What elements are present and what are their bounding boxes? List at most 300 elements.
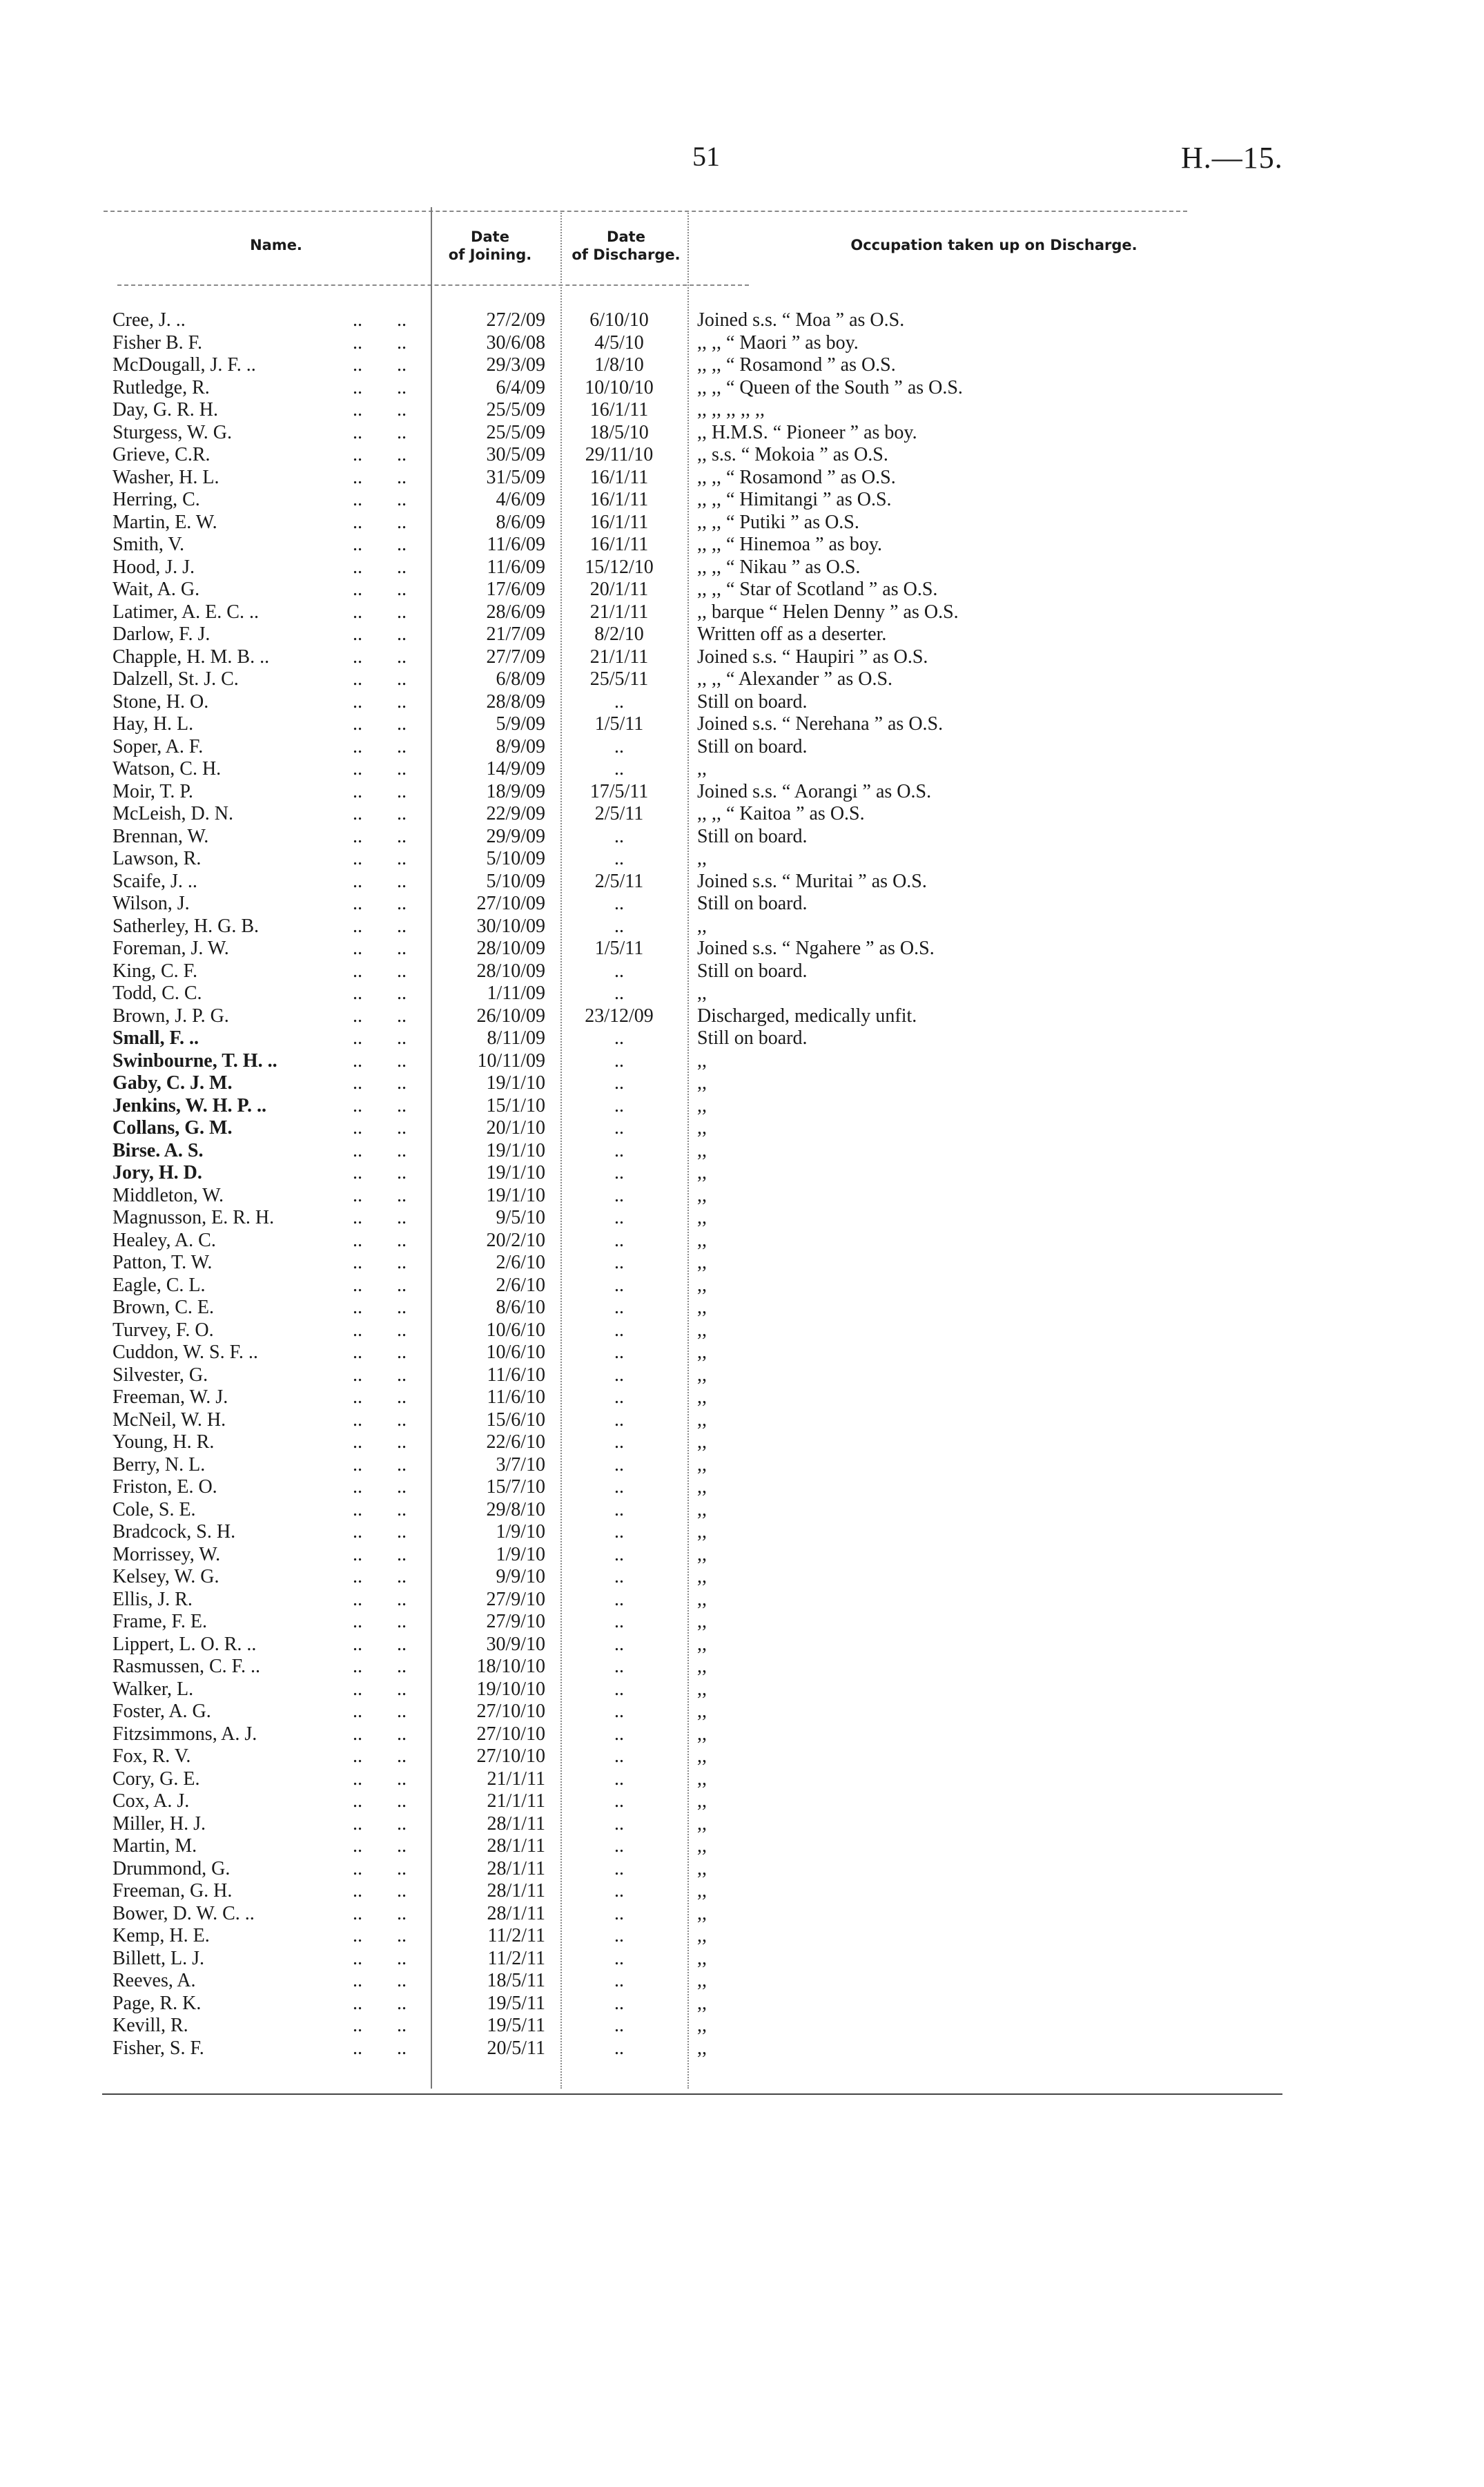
leader-dots: .. (353, 915, 362, 937)
discharge-date-cell: .. (614, 1498, 624, 1520)
leader-dots: .. (353, 1790, 362, 1812)
name-cell: Page, R. K. (113, 1992, 202, 2014)
leader-dots: .. (353, 2037, 362, 2059)
leader-dots: .. (397, 1207, 407, 1228)
leader-dots: .. (397, 444, 407, 465)
name-cell: Drummond, G. (113, 1857, 231, 1879)
discharge-date-cell: .. (614, 1431, 624, 1453)
leader-dots: .. (353, 1274, 362, 1296)
name-cell: Kelsey, W. G. (113, 1566, 219, 1587)
leader-dots: .. (353, 735, 362, 757)
discharge-date-cell: .. (614, 1723, 624, 1745)
leader-dots: .. (353, 466, 362, 488)
joining-date-cell: 8/6/09 (496, 511, 545, 533)
occupation-cell: ,, s.s. “ Mokoia ” as O.S. (697, 444, 888, 465)
leader-dots: .. (397, 1835, 407, 1857)
discharge-date-cell: .. (614, 1139, 624, 1161)
name-cell: Middleton, W. (113, 1184, 224, 1206)
discharge-date-cell: .. (614, 1319, 624, 1341)
name-cell: Rutledge, R. (113, 376, 210, 398)
occupation-cell: Joined s.s. “ Moa ” as O.S. (697, 309, 905, 331)
joining-date-cell: 28/10/09 (476, 960, 545, 982)
name-cell: Ellis, J. R. (113, 1588, 193, 1610)
joining-date-cell: 28/1/11 (487, 1835, 545, 1857)
leader-dots: .. (353, 848, 362, 869)
occupation-cell: Joined s.s. “ Aorangi ” as O.S. (697, 780, 932, 802)
leader-dots: .. (397, 1812, 407, 1835)
leader-dots: .. (353, 1162, 362, 1183)
table-row (0, 736, 1484, 759)
discharge-date-cell: .. (614, 825, 624, 847)
leader-dots: .. (353, 376, 362, 398)
occupation-cell: Still on board. (697, 735, 808, 757)
leader-dots: .. (353, 1880, 362, 1901)
table-row (0, 1095, 1484, 1118)
leader-dots: .. (353, 556, 362, 578)
discharge-date-cell: 4/5/10 (594, 331, 644, 354)
discharge-date-cell: 20/1/11 (589, 579, 649, 600)
leader-dots: .. (397, 1745, 407, 1767)
joining-date-cell: 20/5/11 (487, 2037, 545, 2059)
name-cell: Lippert, L. O. R. .. (113, 1633, 257, 1655)
leader-dots: .. (397, 466, 407, 488)
table-row (0, 781, 1484, 804)
occupation-cell: ,, (697, 1476, 707, 1498)
occupation-cell: ,, (697, 1835, 707, 1857)
name-cell: McDougall, J. F. .. (113, 354, 256, 376)
joining-date-cell: 30/10/09 (476, 915, 545, 937)
name-cell: Cox, A. J. (113, 1790, 190, 1812)
leader-dots: .. (397, 1229, 407, 1251)
discharge-date-cell: 1/5/11 (594, 938, 644, 959)
leader-dots: .. (397, 1543, 407, 1565)
occupation-cell: ,, (697, 2015, 707, 2036)
table-row (0, 1903, 1484, 1926)
joining-date-cell: 30/5/09 (486, 444, 545, 465)
joining-date-cell: 25/5/09 (486, 421, 545, 443)
table-row (0, 1207, 1484, 1230)
discharge-date-cell: .. (614, 1992, 624, 2014)
joining-date-cell: 11/2/11 (487, 1925, 545, 1946)
joining-date-cell: 27/10/09 (476, 893, 545, 914)
discharge-date-cell: .. (614, 1611, 624, 1632)
joining-date-cell: 11/6/10 (487, 1386, 545, 1408)
leader-dots: .. (353, 1566, 362, 1587)
leader-dots: .. (353, 1117, 362, 1139)
leader-dots: .. (353, 1319, 362, 1341)
discharge-date-cell: .. (614, 758, 624, 780)
name-cell: Stone, H. O. (113, 690, 209, 713)
discharge-date-cell: .. (614, 1027, 624, 1049)
leader-dots: .. (353, 1633, 362, 1655)
leader-dots: .. (353, 870, 362, 892)
occupation-cell: ,, (697, 1633, 707, 1655)
name-cell: Wait, A. G. (113, 579, 200, 600)
discharge-date-cell: .. (614, 1633, 624, 1655)
discharge-date-cell: .. (614, 2037, 624, 2059)
leader-dots: .. (353, 534, 362, 555)
joining-date-cell: 19/1/10 (486, 1139, 545, 1161)
header-top-rule (104, 211, 1187, 212)
table-row (0, 1297, 1484, 1319)
leader-dots: .. (397, 1049, 407, 1072)
leader-dots: .. (353, 1364, 362, 1386)
leader-dots: .. (353, 623, 362, 645)
discharge-date-cell: .. (614, 1970, 624, 1991)
leader-dots: .. (397, 1252, 407, 1273)
discharge-date-cell: .. (614, 1229, 624, 1251)
occupation-cell: ,, (697, 1049, 707, 1072)
occupation-cell: ,, (697, 1409, 707, 1431)
leader-dots: .. (397, 1566, 407, 1587)
occupation-cell: ,, (697, 1970, 707, 1991)
name-cell: Miller, H. J. (113, 1812, 206, 1835)
discharge-date-cell: .. (614, 848, 624, 869)
leader-dots: .. (397, 915, 407, 937)
joining-date-cell: 30/6/08 (486, 331, 545, 354)
header-joining-line1: Date (471, 229, 509, 245)
joining-date-cell: 10/11/09 (477, 1049, 545, 1072)
occupation-cell: ,, (697, 1611, 707, 1632)
leader-dots: .. (353, 444, 362, 465)
table-row (0, 1005, 1484, 1028)
table-row (0, 803, 1484, 826)
table-row (0, 938, 1484, 960)
discharge-date-cell: .. (614, 1947, 624, 1969)
name-cell: Moir, T. P. (113, 780, 193, 802)
occupation-cell: ,, (697, 1992, 707, 2014)
name-cell: McLeish, D. N. (113, 803, 233, 824)
leader-dots: .. (397, 1498, 407, 1520)
occupation-cell: ,, (697, 1252, 707, 1273)
joining-date-cell: 27/10/10 (476, 1701, 545, 1722)
table-row (0, 1701, 1484, 1723)
discharge-date-cell: 1/8/10 (594, 354, 644, 376)
discharge-date-cell: 16/1/11 (589, 489, 649, 510)
name-cell: Latimer, A. E. C. .. (113, 601, 259, 623)
leader-dots: .. (353, 893, 362, 914)
joining-date-cell: 11/6/10 (487, 1364, 545, 1386)
leader-dots: .. (353, 1768, 362, 1790)
table-row (0, 579, 1484, 601)
joining-date-cell: 20/2/10 (486, 1229, 545, 1251)
table-row (0, 691, 1484, 714)
discharge-date-cell: 16/1/11 (589, 399, 649, 420)
occupation-cell: Joined s.s. “ Nerehana ” as O.S. (697, 713, 944, 735)
discharge-date-cell: .. (614, 893, 624, 914)
joining-date-cell: 9/5/10 (496, 1207, 545, 1228)
name-cell: Bradcock, S. H. (113, 1521, 236, 1542)
discharge-date-cell: .. (614, 735, 624, 757)
header-discharge-line2: of Discharge. (572, 246, 681, 263)
joining-date-cell: 5/10/09 (486, 848, 545, 869)
occupation-cell: ,, (697, 1902, 707, 1924)
table-row (0, 1275, 1484, 1297)
leader-dots: .. (397, 1611, 407, 1632)
leader-dots: .. (353, 1342, 362, 1363)
leader-dots: .. (353, 1521, 362, 1542)
name-cell: Turvey, F. O. (113, 1319, 214, 1341)
leader-dots: .. (397, 893, 407, 914)
leader-dots: .. (353, 983, 362, 1004)
table-row (0, 713, 1484, 736)
leader-dots: .. (397, 376, 407, 398)
leader-dots: .. (397, 601, 407, 623)
name-cell: Martin, M. (113, 1835, 197, 1857)
name-cell: Morrissey, W. (113, 1543, 221, 1565)
joining-date-cell: 15/7/10 (486, 1476, 545, 1498)
leader-dots: .. (397, 1701, 407, 1722)
table-row (0, 960, 1484, 983)
joining-date-cell: 28/6/09 (486, 601, 545, 623)
header-name: Name. (250, 237, 302, 253)
table-row (0, 1319, 1484, 1342)
leader-dots: .. (353, 1139, 362, 1161)
occupation-cell: ,, (697, 1521, 707, 1542)
leader-dots: .. (353, 1723, 362, 1745)
discharge-date-cell: 21/1/11 (589, 646, 649, 668)
joining-date-cell: 5/10/09 (486, 870, 545, 892)
leader-dots: .. (353, 1207, 362, 1228)
joining-date-cell: 19/5/11 (487, 1992, 545, 2014)
occupation-cell: ,, ,, ,, ,, ,, (697, 399, 765, 420)
joining-date-cell: 21/1/11 (487, 1790, 545, 1812)
occupation-cell: ,, ,, “ Rosamond ” as O.S. (697, 466, 896, 488)
discharge-date-cell: 16/1/11 (589, 466, 649, 488)
discharge-date-cell: .. (614, 983, 624, 1004)
leader-dots: .. (353, 825, 362, 847)
leader-dots: .. (353, 1453, 362, 1475)
discharge-date-cell: .. (614, 1902, 624, 1924)
leader-dots: .. (353, 354, 362, 376)
occupation-cell: ,, ,, “ Nikau ” as O.S. (697, 556, 861, 578)
name-cell: Kevill, R. (113, 2015, 188, 2036)
name-cell: Scaife, J. .. (113, 870, 197, 892)
table-row (0, 1656, 1484, 1678)
table-row (0, 983, 1484, 1005)
discharge-date-cell: .. (614, 1274, 624, 1296)
name-cell: Hood, J. J. (113, 556, 195, 578)
discharge-date-cell: .. (614, 1386, 624, 1408)
joining-date-cell: 8/11/09 (487, 1027, 545, 1049)
occupation-cell: ,, (697, 1229, 707, 1251)
leader-dots: .. (397, 1162, 407, 1183)
joining-date-cell: 10/6/10 (486, 1319, 545, 1341)
discharge-date-cell: .. (614, 1049, 624, 1072)
joining-date-cell: 19/1/10 (486, 1162, 545, 1183)
occupation-cell: ,, (697, 1925, 707, 1946)
table-row (0, 1611, 1484, 1634)
occupation-cell: Joined s.s. “ Haupiri ” as O.S. (697, 646, 928, 668)
leader-dots: .. (397, 354, 407, 376)
joining-date-cell: 1/9/10 (496, 1521, 545, 1542)
joining-date-cell: 26/10/09 (476, 1005, 545, 1027)
table-row (0, 646, 1484, 669)
name-cell: Collans, G. M. (113, 1117, 233, 1139)
occupation-cell: ,, ,, “ Alexander ” as O.S. (697, 668, 893, 690)
table-row (0, 2015, 1484, 2038)
name-cell: Eagle, C. L. (113, 1274, 206, 1296)
joining-date-cell: 2/6/10 (496, 1252, 545, 1273)
leader-dots: .. (397, 758, 407, 780)
leader-dots: .. (397, 1319, 407, 1341)
discharge-date-cell: 15/12/10 (585, 556, 654, 578)
name-cell: Lawson, R. (113, 848, 202, 869)
name-cell: Fitzsimmons, A. J. (113, 1723, 257, 1745)
name-cell: Wilson, J. (113, 893, 190, 914)
leader-dots: .. (353, 511, 362, 533)
name-cell: Cree, J. .. (113, 309, 186, 331)
name-cell: Rasmussen, C. F. .. (113, 1656, 261, 1677)
leader-dots: .. (353, 1970, 362, 1991)
leader-dots: .. (397, 1364, 407, 1386)
table-row (0, 848, 1484, 871)
joining-date-cell: 3/7/10 (496, 1453, 545, 1475)
leader-dots: .. (397, 1656, 407, 1677)
table-row (0, 1566, 1484, 1589)
table-row (0, 668, 1484, 691)
discharge-date-cell: .. (614, 1768, 624, 1790)
occupation-cell: ,, H.M.S. “ Pioneer ” as boy. (697, 421, 917, 443)
name-cell: Todd, C. C. (113, 983, 202, 1004)
discharge-date-cell: 10/10/10 (585, 376, 654, 398)
name-cell: Walker, L. (113, 1678, 194, 1700)
leader-dots: .. (397, 1633, 407, 1655)
leader-dots: .. (353, 1947, 362, 1969)
leader-dots: .. (397, 1992, 407, 2014)
occupation-cell: ,, (697, 915, 707, 937)
occupation-cell: ,, (697, 1319, 707, 1341)
discharge-date-cell: .. (614, 1476, 624, 1498)
name-cell: Berry, N. L. (113, 1453, 206, 1475)
joining-date-cell: 29/9/09 (486, 825, 545, 847)
discharge-date-cell: .. (614, 1342, 624, 1363)
discharge-date-cell: .. (614, 690, 624, 713)
joining-date-cell: 11/6/09 (487, 556, 545, 578)
table-row (0, 1970, 1484, 1993)
discharge-date-cell: .. (614, 1812, 624, 1835)
occupation-cell: ,, (697, 1498, 707, 1520)
name-cell: Herring, C. (113, 489, 200, 510)
leader-dots: .. (397, 1117, 407, 1139)
occupation-cell: Still on board. (697, 825, 808, 847)
leader-dots: .. (353, 668, 362, 690)
occupation-cell: ,, (697, 1274, 707, 1296)
name-cell: Soper, A. F. (113, 735, 204, 757)
name-cell: Day, G. R. H. (113, 399, 218, 420)
joining-date-cell: 18/5/11 (487, 1970, 545, 1991)
joining-date-cell: 8/6/10 (496, 1297, 545, 1318)
table-row (0, 1252, 1484, 1275)
occupation-cell: ,, (697, 1566, 707, 1587)
name-cell: Jenkins, W. H. P. .. (113, 1094, 267, 1116)
leader-dots: .. (397, 2015, 407, 2036)
leader-dots: .. (397, 1723, 407, 1745)
name-cell: Chapple, H. M. B. .. (113, 646, 270, 668)
leader-dots: .. (353, 1229, 362, 1251)
table-row (0, 1230, 1484, 1252)
joining-date-cell: 14/9/09 (486, 758, 545, 780)
table-row (0, 1185, 1484, 1208)
table-row (0, 444, 1484, 467)
leader-dots: .. (397, 1184, 407, 1206)
register-table (0, 309, 1484, 2060)
name-cell: Gaby, C. J. M. (113, 1072, 233, 1094)
joining-date-cell: 18/10/10 (476, 1656, 545, 1677)
joining-date-cell: 31/5/09 (486, 466, 545, 488)
joining-date-cell: 28/1/11 (487, 1857, 545, 1879)
header-discharge-line1: Date (607, 229, 645, 245)
table-row (0, 467, 1484, 490)
leader-dots: .. (397, 331, 407, 354)
leader-dots: .. (397, 848, 407, 869)
leader-dots: .. (397, 2037, 407, 2059)
joining-date-cell: 28/8/09 (486, 690, 545, 713)
table-row (0, 489, 1484, 512)
table-row (0, 1386, 1484, 1409)
leader-dots: .. (397, 1476, 407, 1498)
header-discharge (560, 228, 692, 264)
discharge-date-cell: .. (614, 915, 624, 937)
name-cell: Cole, S. E. (113, 1498, 196, 1520)
leader-dots: .. (397, 983, 407, 1004)
table-row (0, 399, 1484, 422)
leader-dots: .. (353, 960, 362, 982)
occupation-cell: Still on board. (697, 893, 808, 914)
occupation-cell: Still on board. (697, 690, 808, 713)
joining-date-cell: 30/9/10 (486, 1633, 545, 1655)
occupation-cell: ,, (697, 1297, 707, 1318)
table-row (0, 1768, 1484, 1791)
joining-date-cell: 19/5/11 (487, 2015, 545, 2036)
joining-date-cell: 27/10/10 (476, 1723, 545, 1745)
name-cell: Friston, E. O. (113, 1476, 217, 1498)
header-joining (428, 228, 552, 264)
discharge-date-cell: .. (614, 1252, 624, 1273)
table-row (0, 1589, 1484, 1612)
discharge-date-cell: 8/2/10 (594, 623, 644, 645)
joining-date-cell: 28/1/11 (487, 1902, 545, 1924)
name-cell: Frame, F. E. (113, 1611, 207, 1632)
name-cell: Bower, D. W. C. .. (113, 1902, 255, 1924)
discharge-date-cell: .. (614, 1297, 624, 1318)
joining-date-cell: 1/9/10 (496, 1543, 545, 1565)
name-cell: Hay, H. L. (113, 713, 194, 735)
leader-dots: .. (353, 1027, 362, 1049)
table-row (0, 422, 1484, 445)
discharge-date-cell: .. (614, 1117, 624, 1139)
leader-dots: .. (397, 1094, 407, 1116)
table-row (0, 623, 1484, 646)
leader-dots: .. (353, 1005, 362, 1027)
leader-dots: .. (353, 1072, 362, 1094)
occupation-cell: ,, (697, 1072, 707, 1094)
leader-dots: .. (353, 803, 362, 824)
table-row (0, 601, 1484, 624)
joining-date-cell: 1/11/09 (487, 983, 545, 1004)
joining-date-cell: 6/4/09 (496, 376, 545, 398)
discharge-date-cell: .. (614, 1701, 624, 1722)
table-row (0, 1925, 1484, 1948)
joining-date-cell: 8/9/09 (496, 735, 545, 757)
leader-dots: .. (397, 713, 407, 735)
discharge-date-cell: 18/5/10 (589, 421, 649, 443)
table-row (0, 1162, 1484, 1185)
occupation-cell: ,, (697, 1184, 707, 1206)
table-row (0, 758, 1484, 781)
leader-dots: .. (397, 1970, 407, 1991)
discharge-date-cell: .. (614, 1790, 624, 1812)
